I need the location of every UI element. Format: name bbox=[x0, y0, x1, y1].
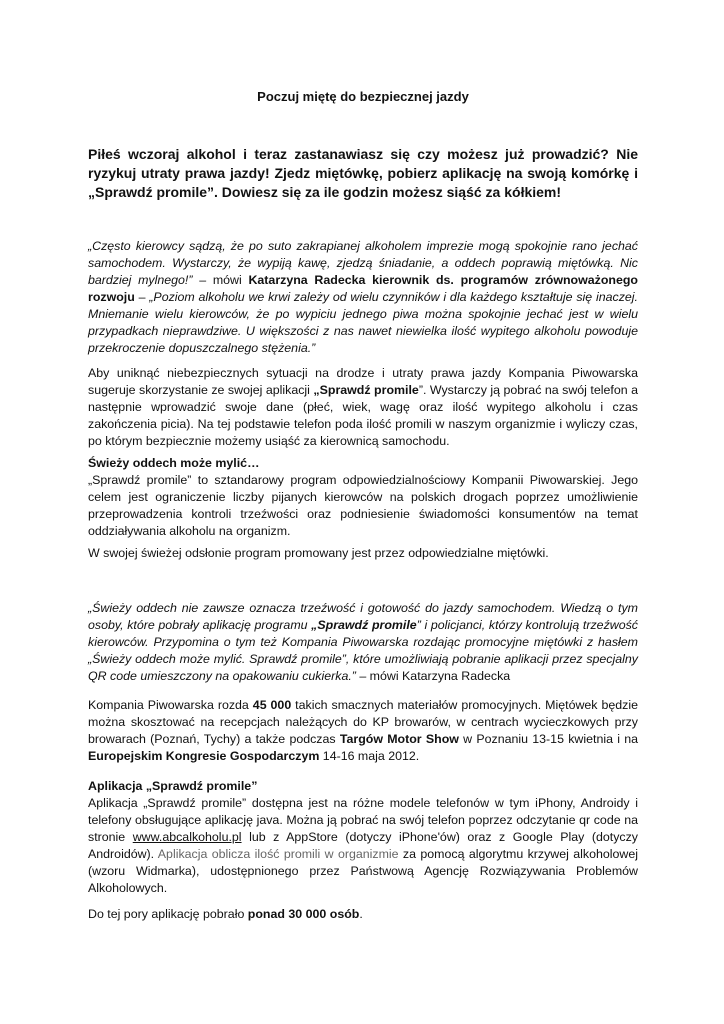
quote-2-app-name: „Sprawdź promile bbox=[311, 618, 417, 632]
para-3-text-d: 14-16 maja 2012. bbox=[319, 749, 420, 763]
para-1-text-b: ”. Wystarczy ją pobrać na swój telefon a następnie wprowadzić swoje dane (płeć, wiek, wagę oraz ilość wypitego alkoholu i czas zakończenia picia). Na tej podstawie telefon poda ilość promili w naszym organizmie i wyliczy czas, po którym bezpiecznie możemy usiąść za kierownicą samochodu. bbox=[88, 383, 638, 448]
quote-paragraph-2 bbox=[88, 600, 638, 685]
para-3-text-b: takich smacznych materiałów promocyjnych. Miętówek będzie można skosztować na recepcjach należących do KP browarów, w centrach wycieczkowych przy browarach (Poznań, Tychy) a także podczas bbox=[88, 698, 638, 746]
para-3-event-2: Europejskim Kongresie Gospodarczym bbox=[88, 749, 320, 763]
para-1-app-name: „Sprawdź promile bbox=[313, 383, 419, 397]
quote-1-dash: – bbox=[134, 290, 150, 304]
body-paragraph-3 bbox=[88, 697, 638, 765]
para-4-count: ponad 30 000 osób bbox=[247, 907, 360, 921]
quote-2-text-b: ” i policjanci, którzy kontrolują trzeźwość kierowców. Przypomina o tym też Kompania Piwowarska rozdając promocyjne miętówki z hasłem „Świeży oddech może mylić. Sprawdź promile”, które umożliwiają pobranie aplikacji przez specjalny QR code umieszczony na opakowaniu cukierka.” bbox=[88, 618, 638, 683]
quote-2-attribution: – mówi Katarzyna Radecka bbox=[355, 669, 511, 683]
para-3-event-1: Targów Motor Show bbox=[339, 732, 459, 746]
section-2-text-a: Aplikacja „Sprawdź promile” dostępna jest na różne modele telefonów w tym iPhony, Androidy i telefony obsługujące aplikację java. Można ją pobrać na swój telefon poprzez odczytanie qr code na stronie bbox=[88, 796, 638, 844]
section-2-text-c: za pomocą algorytmu krzywej alkoholowej (wzoru Widmarka), udostępnionego przez Państwową Agencję Rozwiązywania Problemów Alkoholowych. bbox=[88, 847, 638, 895]
quote-1-speaker: Katarzyna Radecka kierownik ds. programów zrównoważonego rozwoju bbox=[88, 273, 638, 304]
document-title: Poczuj miętę do bezpiecznej jazdy bbox=[257, 89, 469, 104]
quote-1-says: – mówi bbox=[192, 273, 249, 287]
section-2-grey-text: Aplikacja oblicza ilość promili w organizmie bbox=[157, 847, 399, 861]
quote-paragraph-1 bbox=[88, 238, 638, 357]
para-3-text-c: w Poznaniu 13-15 kwietnia i na bbox=[458, 732, 638, 746]
quote-2-text-a: „Świeży oddech nie zawsze oznacza trzeźwość i gotowość do jazdy samochodem. Wiedzą o tym osoby, które pobrały aplikację programu bbox=[88, 601, 638, 632]
para-4-text-a: Do tej pory aplikację pobrało bbox=[88, 907, 248, 921]
body-paragraph-1 bbox=[88, 365, 638, 450]
quote-1-part-2: „Poziom alkoholu we krwi zależy od wielu czynników i dla każdego kształtuje się inaczej. Mniemanie wielu kierowców, że po wypiciu jednego piwa można spokojnie jechać jest w wielu przypadkach nieprawdziwe. U większości z nas nawet niewielka ilość wypitego alkoholu powoduje przekroczenie dopuszczalnego stężenia.” bbox=[88, 290, 638, 355]
section-1-heading: Świeży oddech może mylić… bbox=[88, 456, 260, 470]
para-3-count: 45 000 bbox=[252, 698, 292, 712]
abcalkoholu-link[interactable]: www.abcalkoholu.pl bbox=[132, 830, 242, 844]
body-paragraph-4 bbox=[88, 906, 638, 923]
section-1-text: „Sprawdź promile” to sztandarowy program odpowiedzialnościowy Kompanii Piwowarskiej. Jego celem jest ograniczenie liczby pijanych kierowców na polskich drogach poprzez umożliwienie przeprowadzenia kontroli trzeźwości oraz podniesienie świadomości konsumentów na temat oddziaływania alkoholu na organizm. bbox=[88, 473, 638, 538]
quote-1-part-1: „Często kierowcy sądzą, że po suto zakrapianej alkoholem imprezie mogą spokojnie rano jechać samochodem. Wystarczy, że wypiją kawę, zjedzą śniadanie, a oddech poprawią miętówką. Nic bardziej mylnego!” bbox=[88, 239, 638, 287]
para-4-text-b: . bbox=[359, 907, 363, 921]
para-1-text-a: Aby uniknąć niebezpiecznych sytuacji na drodze i utraty prawa jazdy Kompania Piwowarska sugeruje skorzystanie ze swojej aplikacji bbox=[88, 366, 638, 397]
section-2-text-b: lub z AppStore (dotyczy iPhone'ów) oraz z Google Play (dotyczy Androidów). bbox=[88, 830, 638, 861]
lead-paragraph: Piłeś wczoraj alkohol i teraz zastanawiasz się czy możesz już prowadzić? Nie ryzykuj utraty prawa jazdy! Zjedz miętówkę, pobierz aplikację na swoją komórkę i „Sprawdź promile”. Dowiesz się za ile godzin możesz siąść za kółkiem! bbox=[88, 146, 638, 200]
para-3-text-a: Kompania Piwowarska rozda bbox=[88, 698, 253, 712]
section-1 bbox=[88, 455, 638, 540]
section-2 bbox=[88, 778, 638, 897]
body-paragraph-2: W swojej świeżej odsłonie program promowany jest przez odpowiedzialne miętówki. bbox=[88, 546, 549, 560]
section-2-heading: Aplikacja „Sprawdź promile” bbox=[88, 779, 258, 793]
